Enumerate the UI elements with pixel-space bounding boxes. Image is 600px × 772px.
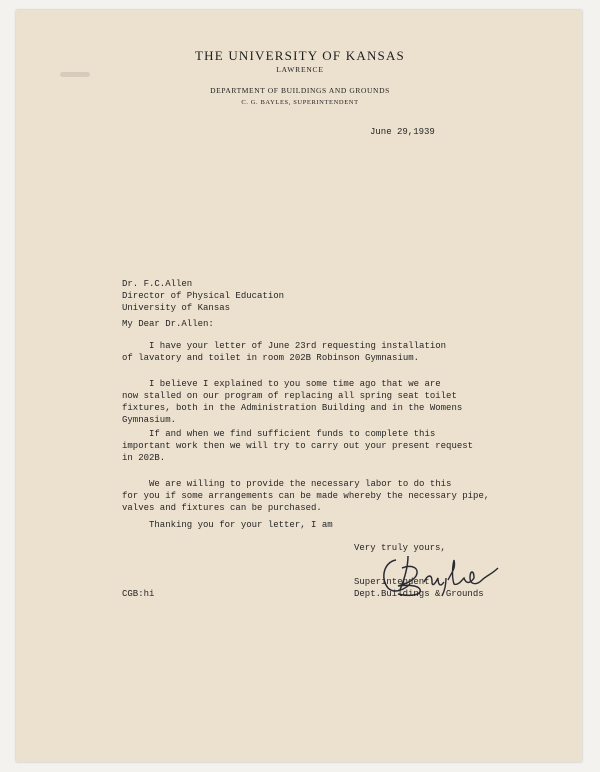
signer-department: Dept.Buildings & Grounds	[354, 589, 484, 599]
letterhead-department: DEPARTMENT OF BUILDINGS AND GROUNDS	[210, 86, 390, 95]
recipient-title: Director of Physical Education	[122, 291, 285, 301]
body-paragraph: I believe I explained to you some time ago that we are now stalled on our program of replacing all spring seat toilet fixtures, both in the Administration Building and in the Womens Gymnasium.	[122, 379, 463, 425]
body-paragraph: We are willing to provide the necessary labor to do this for you if some arrangements can be made whereby the necessary pipe, valves and fixtures can be purchased.	[122, 479, 490, 513]
body-paragraph: I have your letter of June 23rd requesting installation of lavatory and toilet in room 202B Robinson Gymnasium.	[122, 341, 447, 363]
complimentary-close: Very truly yours,	[354, 543, 446, 553]
body-paragraph: If and when we find sufficient funds to complete this important work then we will try to carry out your present request in 202B.	[122, 429, 474, 463]
recipient-address	[122, 278, 284, 314]
signer-title: Superintendent	[354, 577, 430, 587]
letterhead-superintendent: C. G. BAYLES, SUPERINTENDENT	[241, 99, 359, 106]
recipient-institution: University of Kansas	[122, 303, 231, 313]
letterhead-city: LAWRENCE	[276, 65, 324, 74]
recipient-name: Dr. F.C.Allen	[122, 279, 193, 289]
reference-initials: CGB:hi	[122, 589, 155, 599]
letter-date: June 29,1939	[370, 127, 435, 137]
body-paragraph: Thanking you for your letter, I am	[122, 520, 333, 530]
letterhead-institution: THE UNIVERSITY OF KANSAS	[195, 48, 405, 63]
salutation: My Dear Dr.Allen:	[122, 319, 214, 329]
